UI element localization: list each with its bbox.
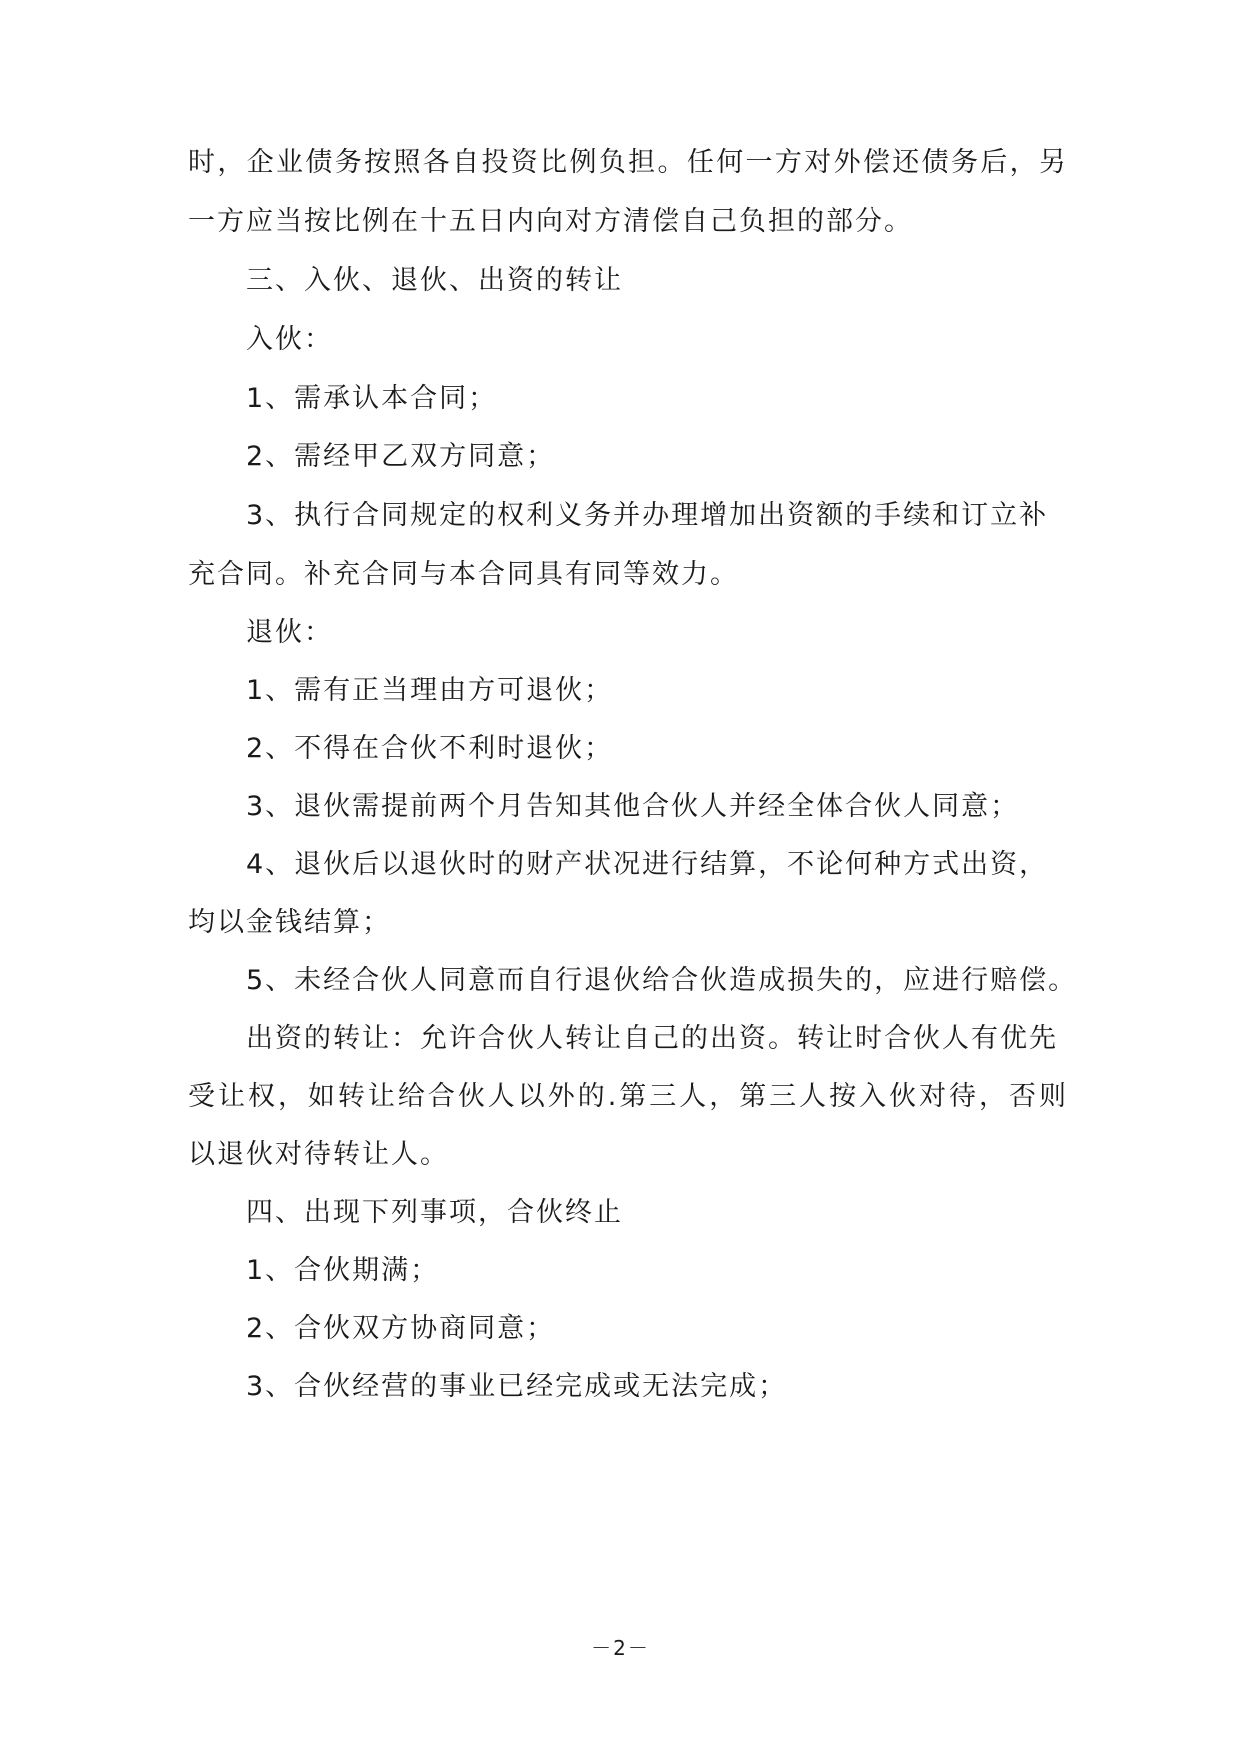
paragraph-line: 出资的转让：允许合伙人转让自己的出资。转让时合伙人有优先 xyxy=(246,1023,1058,1054)
list-item: 1、需有正当理由方可退伙； xyxy=(246,675,614,706)
list-item-continuation: 均以金钱结算； xyxy=(188,907,391,938)
list-item: 2、需经甲乙双方同意； xyxy=(246,441,556,472)
paragraph-line: 受让权，如转让给合伙人以外的.第三人，第三人按入伙对待，否则 xyxy=(188,1081,1068,1112)
paragraph-line: 时，企业债务按照各自投资比例负担。任何一方对外偿还债务后，另 xyxy=(188,147,1068,178)
section-heading: 三、入伙、退伙、出资的转让 xyxy=(246,265,623,296)
list-item: 3、执行合同规定的权利义务并办理增加出资额的手续和订立补 xyxy=(246,500,1049,531)
page-number: －2－ xyxy=(591,1636,650,1660)
subheading: 退伙： xyxy=(246,617,333,648)
list-item: 5、未经合伙人同意而自行退伙给合伙造成损失的，应进行赔偿。 xyxy=(246,965,1078,996)
paragraph-line: 以退伙对待转让人。 xyxy=(188,1139,449,1170)
list-item: 2、合伙双方协商同意； xyxy=(246,1313,556,1344)
list-item: 1、合伙期满； xyxy=(246,1255,440,1286)
subheading: 入伙： xyxy=(246,324,333,355)
list-item: 3、退伙需提前两个月告知其他合伙人并经全体合伙人同意； xyxy=(246,791,1020,822)
list-item-continuation: 充合同。补充合同与本合同具有同等效力。 xyxy=(188,559,739,590)
section-heading: 四、出现下列事项，合伙终止 xyxy=(246,1197,623,1228)
list-item: 3、合伙经营的事业已经完成或无法完成； xyxy=(246,1371,788,1402)
list-item: 4、退伙后以退伙时的财产状况进行结算，不论何种方式出资， xyxy=(246,849,1049,880)
list-item: 1、需承认本合同； xyxy=(246,383,498,414)
paragraph-line: 一方应当按比例在十五日内向对方清偿自己负担的部分。 xyxy=(188,206,913,237)
list-item: 2、不得在合伙不利时退伙； xyxy=(246,733,614,764)
